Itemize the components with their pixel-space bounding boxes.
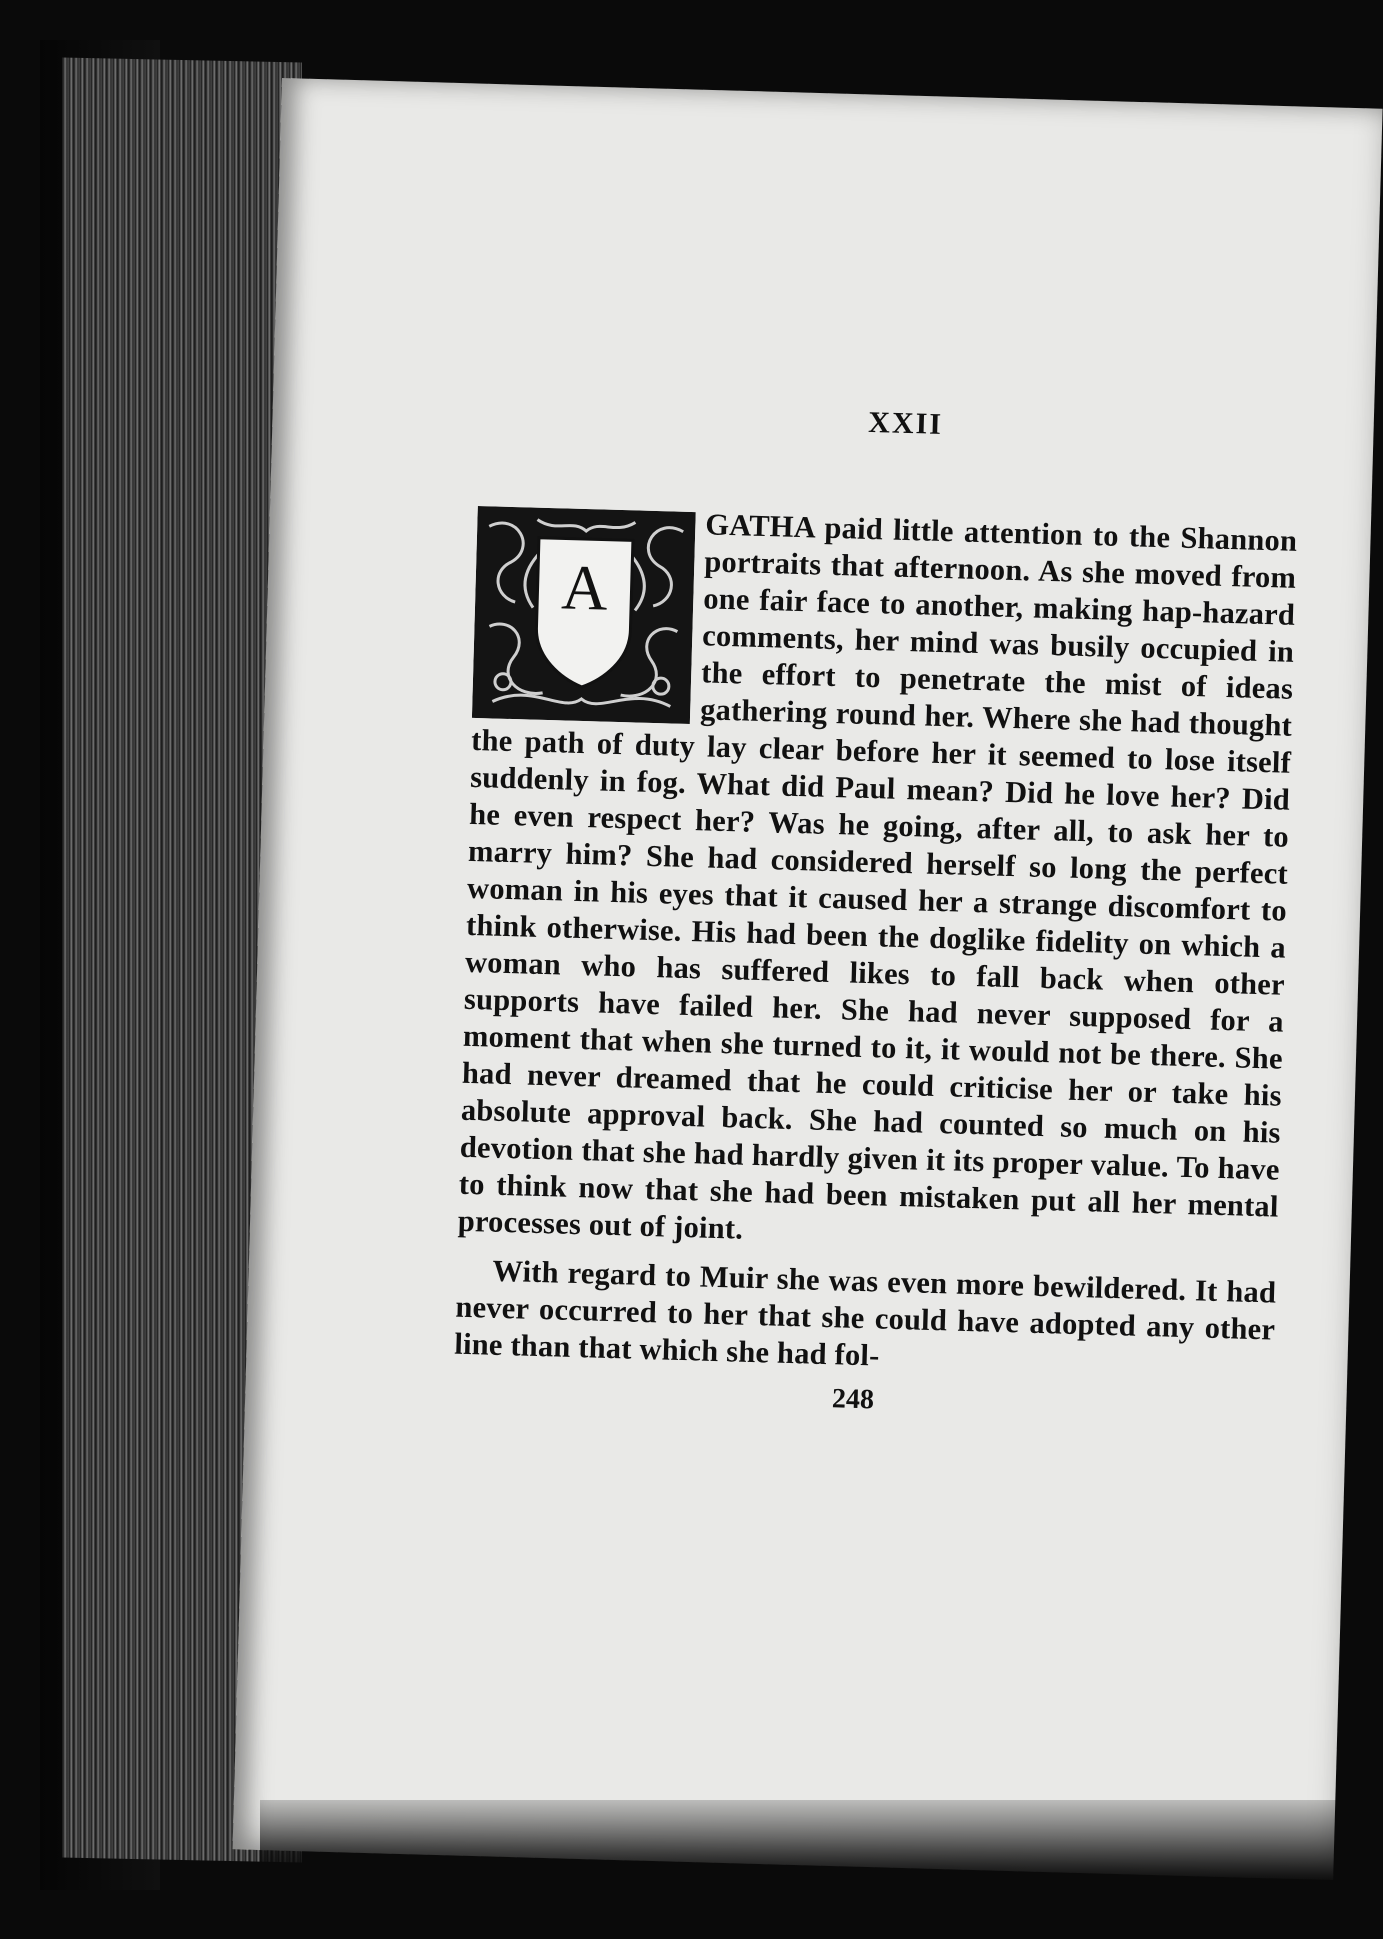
- chapter-heading: XXII: [867, 405, 944, 441]
- drop-cap-letter: A: [560, 551, 609, 624]
- page-bottom-shadow: [260, 1800, 1383, 1939]
- paragraph-2: With regard to Muir she was even more bewildered. It had never occurred to her that she could have adopted any other line than that which she had fol-: [453, 1253, 1277, 1373]
- page-number: 248: [831, 1383, 875, 1416]
- paragraph-1: GATHA paid little attention to the Shannon portraits that afternoon. As she moved from one fair face to another, making hap-hazard comments, her mind was busily occupied in the effort to penetrate the mist of ideas gathering round her. Where she had thought the path of duty lay clear before her it seemed to lose itself suddenly in fog. What did Paul mean? Did he love her? Did he even respect her? Was he going, after all, to ask her to marry him? She had considered herself so long the perfect woman in his eyes that it caused her a strange discomfort to think otherwise. His had been the doglike fidelity on which a woman who has suffered likes to fall back when other supports have failed her. She had never supposed for a moment that when she turned to it, it would not be there. She had never dreamed that he could criticise her or take his absolute approval back. She had counted so much on his devotion that she had hardly given it its proper value. To have to think now that she had been mistaken put all her mental processes out of joint.: [457, 507, 1298, 1246]
- page-text: [453, 405, 1298, 1428]
- ornamental-drop-cap: [472, 506, 696, 724]
